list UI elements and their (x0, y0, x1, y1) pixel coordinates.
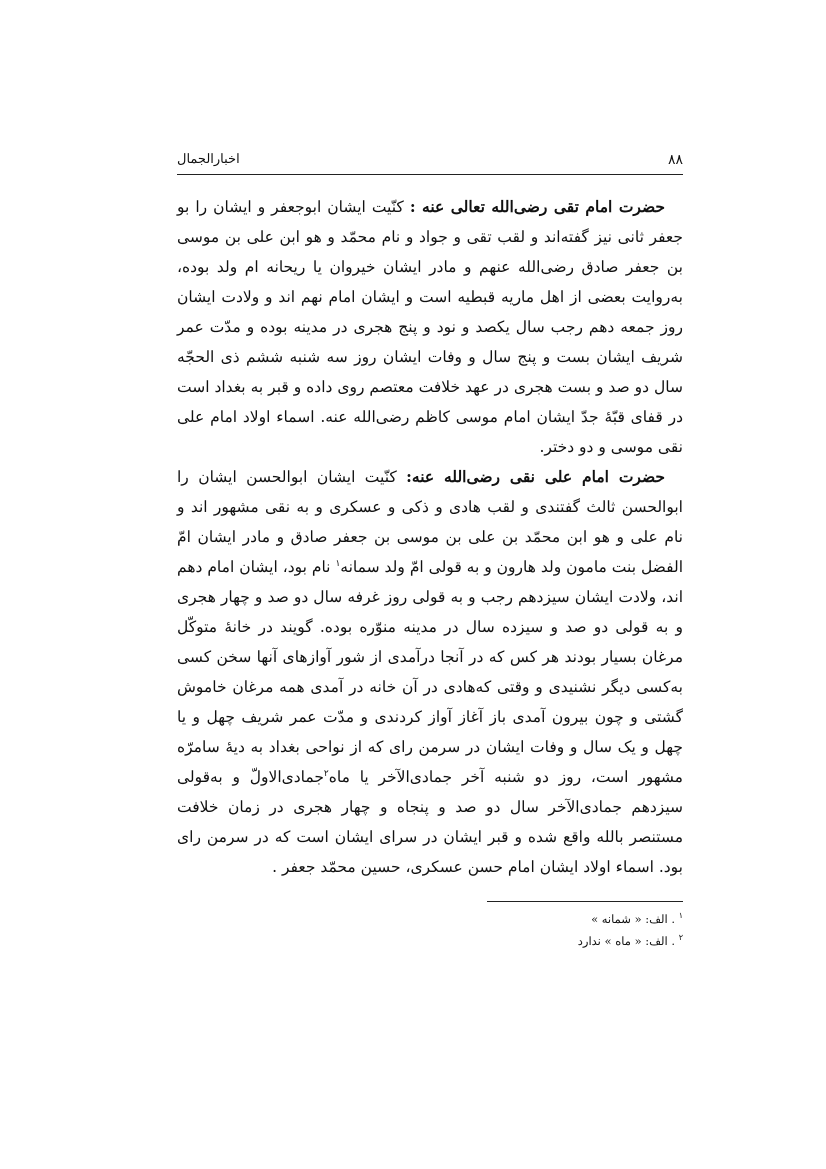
footnote-ref-1: ۱ (335, 558, 341, 569)
footnote-ref-2: ۲ (323, 768, 329, 779)
footnote-number: ۱ (678, 911, 683, 921)
section-heading-imam-naqi: حضرت امام علی نقی رضی‌الله عنه: (406, 467, 665, 486)
running-title: اخبارالجمال (177, 152, 240, 167)
footnote-number: ۲ (678, 933, 683, 943)
paragraph-imam-naqi (177, 462, 683, 882)
paragraph-imam-taqi (177, 192, 683, 462)
footnotes (477, 908, 683, 952)
paragraph-text: جمادی‌الاولّ و به‌قولی سیزدهم جمادی‌الآخر سال دو صد و پنجاه و چهار هجری در زمان خلافت مستنصر بالله واقع شده و قبر ایشان در سرای ایشان است که در سرمن رای بود. اسماء اولاد ایشان امام حسن عسکری، حسین محمّد جعفر . (177, 768, 683, 876)
paragraph-text: کنّیت ایشان ابوجعفر و ایشان را بو جعفر ثانی نیز گفته‌اند و لقب تقی و جواد و نام محمّد و هو ابن علی بن موسی بن جعفر صادق رضی‌الله عنهم و مادر ایشان خیروان یا ریحانه ام ولد بوده، به‌روایت بعضی از اهل ماریه قبطیه است و ایشان امام نهم اند و ولادت ایشان روز جمعه دهم رجب سال یکصد و نود و پنج هجری در مدینه بوده و مدّت عمر شریف ایشان بست و پنج سال و وفات ایشان روز سه شنبه ششم ذی الحجّه سال دو صد و بست هجری در عهد خلافت معتصم روی داده و قبر به بغداد است در قفای قبّهٔ جدّ ایشان امام موسی کاظم رضی‌الله عنه. اسماء اولاد امام علی نقی موسی و دو دختر. (177, 198, 683, 456)
footnote-2 (477, 930, 683, 952)
body-text (177, 192, 683, 882)
paragraph-text: نام بود، ایشان امام دهم اند، ولادت ایشان سیزدهم رجب و به قولی روز غرفه سال دو صد و چهار هجری و به قولی دو صد و سیزده سال در مدینه منوّره بوده. گویند در خانهٔ متوکّل مرغان بسیار بودند هر کس که در آنجا درآمدی از شور آوازهای آنها سخن کسی به‌کسی دیگر نشنیدی و وقتی که‌هادی در آن خانه در آمدی همه مرغان خاموش گشتی و چون بیرون آمدی باز آغاز آواز کردندی و مدّت عمر شریف چهل و یا چهل و یک سال و وفات ایشان در سرمن رای که از نواحی بغداد به دیهٔ سامرّه مشهور است، روز دو شنبه آخر جمادی‌الآخر یا ماه (177, 558, 683, 786)
footnote-text: . الف: « ماه » ندارد (577, 934, 676, 948)
footnote-1 (477, 908, 683, 930)
page-number: ۸۸ (667, 152, 683, 168)
footnote-divider (487, 901, 683, 902)
paragraph-text: کنّیت ایشان ابوالحسن ایشان را ابوالحسن ثالث گفتندی و لقب هادی و ذکی و عسکری و به نقی مشهور اند و نام علی و هو ابن محمّد بن علی بن موسی بن جعفر صادق و مادر ایشان امّ الفضل بنت مامون ولد هارون و به قولی امّ ولد سمانه (177, 468, 683, 576)
page-header (177, 148, 683, 175)
footnote-text: . الف: « شمانه » (591, 912, 676, 926)
section-heading-imam-taqi: حضرت امام تقی رضی‌الله تعالی عنه : (409, 197, 665, 216)
